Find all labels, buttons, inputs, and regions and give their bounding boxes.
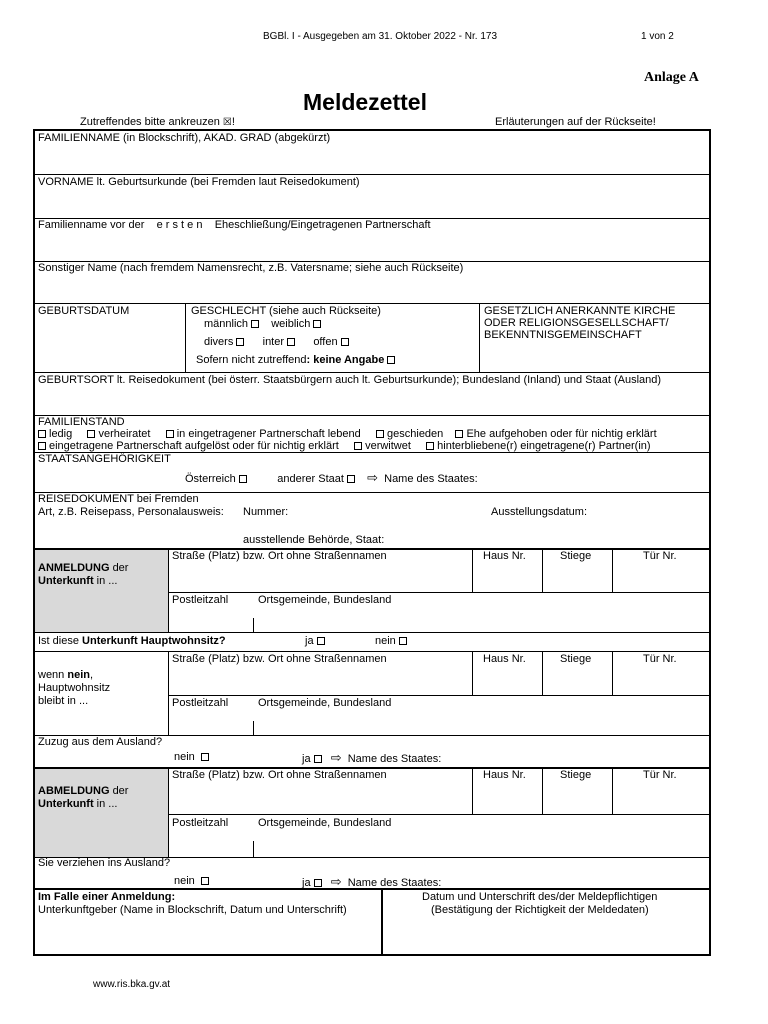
verwitwet-checkbox[interactable] <box>354 442 362 450</box>
im-falle-bold: Im Falle einer Anmeldung: <box>38 891 176 903</box>
oesterreich-label: Österreich <box>185 473 236 485</box>
hauptwohnsitz-question <box>38 635 226 648</box>
hauptwohnsitz-ja-label: ja <box>305 635 314 647</box>
hauptwohnsitz-nein-checkbox[interactable] <box>399 637 407 645</box>
zuzug-label: Zuzug aus dem Ausland? <box>38 736 163 748</box>
hws-postleitzahl-label: Postleitzahl <box>172 697 229 709</box>
wenn-nein-bold: nein <box>67 669 90 681</box>
familienstand-row-1 <box>35 428 657 441</box>
hauptwohnsitz-bold: Unterkunft Hauptwohnsitz? <box>82 635 226 647</box>
abmeldung-stiege-label: Stiege <box>560 769 592 781</box>
anmeldung-stiege-label: Stiege <box>560 550 592 562</box>
verziehen-ja-checkbox[interactable] <box>314 879 322 887</box>
staatsangehoerigkeit-options <box>185 471 478 486</box>
geschieden-checkbox[interactable] <box>376 430 384 438</box>
hws-tuer-nr-label: Tür Nr. <box>643 653 677 665</box>
reisedokument-nummer-label: Nummer: <box>243 506 289 518</box>
hws-ortsgemeinde-label: Ortsgemeinde, Bundesland <box>258 697 392 709</box>
staatsangehoerigkeit-label: STAATSANGEHÖRIGKEIT <box>38 453 171 465</box>
geschieden-label: geschieden <box>387 428 444 440</box>
verheiratet-checkbox[interactable] <box>87 430 95 438</box>
partnerschaft-lebend-checkbox[interactable] <box>166 430 174 438</box>
instruction-end: ! <box>231 116 235 128</box>
anderer-staat-checkbox[interactable] <box>347 475 355 483</box>
verwitwet-label: verwitwet <box>365 440 411 452</box>
geburtsdatum-label: GEBURTSDATUM <box>38 305 130 317</box>
anmeldung-unterkunft-rest: in ... <box>96 575 118 587</box>
gazette-reference: BGBl. I - Ausgegeben am 31. Oktober 2022 - Nr. 173 <box>263 31 498 42</box>
explanation-note: Erläuterungen auf der Rückseite! <box>495 116 656 128</box>
vorname-label: VORNAME lt. Geburtsurkunde (bei Fremden laut Reisedokument) <box>38 176 360 188</box>
zuzug-nein <box>174 751 212 764</box>
divers-label: divers <box>204 336 234 348</box>
weiblich-label: weiblich <box>271 318 311 330</box>
hauptwohnsitz-nein-label: nein <box>375 635 396 647</box>
anmeldung-label <box>38 562 128 588</box>
abmeldung-label-cell <box>35 768 168 857</box>
unterkunftgeber-label: Unterkunftgeber (Name in Blockschrift, Datum und Unterschrift) <box>38 904 347 916</box>
abmeldung-ortsgemeinde-label: Ortsgemeinde, Bundesland <box>258 817 392 829</box>
verziehen-ja <box>302 875 441 890</box>
arrow-right-icon: ⇨ <box>330 750 342 765</box>
kirche-label <box>484 305 675 341</box>
zuzug-ja <box>302 751 441 766</box>
partnerschaft-lebend-label: in eingetragener Partnerschaft lebend <box>176 428 361 440</box>
hauptwohnsitz-line: Hauptwohnsitz <box>38 682 111 694</box>
abmeldung-haus-nr-label: Haus Nr. <box>483 769 526 781</box>
abmeldung-unterkunft-bold: Unterkunft <box>38 798 94 810</box>
verziehen-nein <box>174 875 212 888</box>
hws-haus-nr-label: Haus Nr. <box>483 653 526 665</box>
anmeldung-postleitzahl-label: Postleitzahl <box>172 594 229 606</box>
verziehen-label: Sie verziehen ins Ausland? <box>38 857 171 869</box>
partnerschaft-aufgeloest-checkbox[interactable] <box>38 442 46 450</box>
arrow-right-icon: ⇨ <box>367 470 378 485</box>
ehe-aufgehoben-label: Ehe aufgehoben oder für nichtig erklärt <box>466 428 657 440</box>
abmeldung-strasse-label: Straße (Platz) bzw. Ort ohne Straßennamen <box>172 769 387 781</box>
hauptwohnsitz-ja-checkbox[interactable] <box>317 637 325 645</box>
im-falle-label <box>38 891 175 904</box>
reisedokument-art-label: Art, z.B. Reisepass, Personalausweis: <box>38 506 224 518</box>
anmeldung-tuer-nr-label: Tür Nr. <box>643 550 677 562</box>
maennlich-label: männlich <box>204 318 249 330</box>
anmeldung-rest: der <box>112 562 129 574</box>
verheiratet-label: verheiratet <box>98 428 151 440</box>
familienname-label: FAMILIENNAME (in Blockschrift), AKAD. GRAD (abgekürzt) <box>38 132 331 144</box>
geschlecht-row-1 <box>204 318 324 331</box>
instruction-note <box>80 116 235 129</box>
verziehen-nein-label: nein <box>174 875 195 887</box>
ledig-label: ledig <box>49 428 73 440</box>
verziehen-staat-label: Name des Staates: <box>347 877 442 889</box>
partnerschaft-aufgeloest-label: eingetragene Partnerschaft aufgelöst oder für nichtig erklärt <box>49 440 339 452</box>
meldepflichtiger-signature-label: Datum und Unterschrift des/der Meldepflichtigen <box>422 891 658 903</box>
bestaetigung-label: (Bestätigung der Richtigkeit der Meldedaten) <box>431 904 649 916</box>
verziehen-ja-label: ja <box>302 877 311 889</box>
keine-angabe-post: : keine Angabe <box>306 354 385 366</box>
zuzug-ja-label: ja <box>302 753 311 765</box>
checked-box-icon: ☒ <box>222 117 232 128</box>
anderer-staat-label: anderer Staat <box>277 473 344 485</box>
abmeldung-label <box>38 785 128 811</box>
maennlich-checkbox[interactable] <box>251 320 259 328</box>
ehe-aufgehoben-checkbox[interactable] <box>455 430 463 438</box>
hauptwohnsitz-nein <box>375 635 410 648</box>
abmeldung-tuer-nr-label: Tür Nr. <box>643 769 677 781</box>
inter-checkbox[interactable] <box>287 338 295 346</box>
anmeldung-bold: ANMELDUNG <box>38 562 110 574</box>
geschlecht-row-2 <box>204 336 352 349</box>
reisedokument-label: REISEDOKUMENT bei Fremden <box>38 493 199 505</box>
ledig-checkbox[interactable] <box>38 430 46 438</box>
ersten-pre: Familienname vor der <box>38 219 145 231</box>
arrow-right-icon: ⇨ <box>330 874 342 889</box>
familienstand-label: FAMILIENSTAND <box>38 416 125 428</box>
wenn-nein-label <box>38 669 110 708</box>
ersten-spaced: e r s t e n <box>156 219 203 231</box>
anmeldung-haus-nr-label: Haus Nr. <box>483 550 526 562</box>
zuzug-nein-label: nein <box>174 751 195 763</box>
offen-checkbox[interactable] <box>341 338 349 346</box>
geschlecht-label: GESCHLECHT (siehe auch Rückseite) <box>191 305 381 317</box>
oesterreich-checkbox[interactable] <box>239 475 247 483</box>
abmeldung-postleitzahl-label: Postleitzahl <box>172 817 229 829</box>
divers-checkbox[interactable] <box>236 338 244 346</box>
kirche-line-3: BEKENNTNISGEMEINSCHAFT <box>484 329 642 341</box>
instruction-text: Zutreffendes bitte ankreuzen <box>80 116 220 128</box>
anmeldung-ortsgemeinde-label: Ortsgemeinde, Bundesland <box>258 594 392 606</box>
hauptwohnsitz-pre: Ist diese <box>38 635 79 647</box>
sonstiger-name-label: Sonstiger Name (nach fremdem Namensrecht, z.B. Vatersname; siehe auch Rückseite) <box>38 262 464 274</box>
offen-label: offen <box>313 336 338 348</box>
hauptwohnsitz-ja <box>305 635 328 648</box>
geburtsort-label: GEBURTSORT lt. Reisedokument (bei österr. Staatsbürgern auch lt. Geburtsurkunde); Bundesland (Inland) und Staat (Ausland) <box>38 374 662 386</box>
hinterbliebene-label: hinterbliebene(r) eingetragene(r) Partner(in) <box>437 440 651 452</box>
hws-stiege-label: Stiege <box>560 653 592 665</box>
anmeldung-strasse-label: Straße (Platz) bzw. Ort ohne Straßennamen <box>172 550 387 562</box>
ersten-post: Eheschließung/Eingetragenen Partnerschaft <box>214 219 431 231</box>
anmeldung-unterkunft-bold: Unterkunft <box>38 575 94 587</box>
verziehen-nein-checkbox[interactable] <box>201 877 209 885</box>
zuzug-nein-checkbox[interactable] <box>201 753 209 761</box>
zuzug-staat-label: Name des Staates: <box>347 753 442 765</box>
wenn-comma: , <box>89 669 94 681</box>
abmeldung-rest: der <box>112 785 129 797</box>
hws-strasse-label: Straße (Platz) bzw. Ort ohne Straßennamen <box>172 653 387 665</box>
ausstellungsdatum-label: Ausstellungsdatum: <box>491 506 587 518</box>
kirche-line-1: GESETZLICH ANERKANNTE KIRCHE <box>484 305 676 317</box>
name-des-staates-label: Name des Staates: <box>384 473 478 485</box>
familienstand-row-2 <box>35 440 651 453</box>
annex-label: Anlage A <box>644 70 699 85</box>
page-number: 1 von 2 <box>641 31 674 42</box>
weiblich-checkbox[interactable] <box>313 320 321 328</box>
footer-url[interactable]: www.ris.bka.gv.at <box>93 979 171 990</box>
frueherer-name-label <box>38 219 431 232</box>
hinterbliebene-checkbox[interactable] <box>426 442 434 450</box>
inter-label: inter <box>262 336 285 348</box>
keine-angabe-pre: Sofern nicht zutreffend <box>196 354 307 366</box>
registration-form <box>33 129 711 956</box>
abmeldung-unterkunft-rest: in ... <box>96 798 118 810</box>
kirche-line-2: ODER RELIGIONSGESELLSCHAFT/ <box>484 317 669 329</box>
zuzug-ja-checkbox[interactable] <box>314 755 322 763</box>
keine-angabe-checkbox[interactable] <box>387 356 395 364</box>
form-title: Meldezettel <box>303 89 427 115</box>
wenn-text: wenn <box>38 669 65 681</box>
abmeldung-bold: ABMELDUNG <box>38 785 110 797</box>
bleibt-in-line: bleibt in ... <box>38 695 89 707</box>
keine-angabe-row <box>196 354 398 367</box>
behoerde-label: ausstellende Behörde, Staat: <box>243 534 385 546</box>
